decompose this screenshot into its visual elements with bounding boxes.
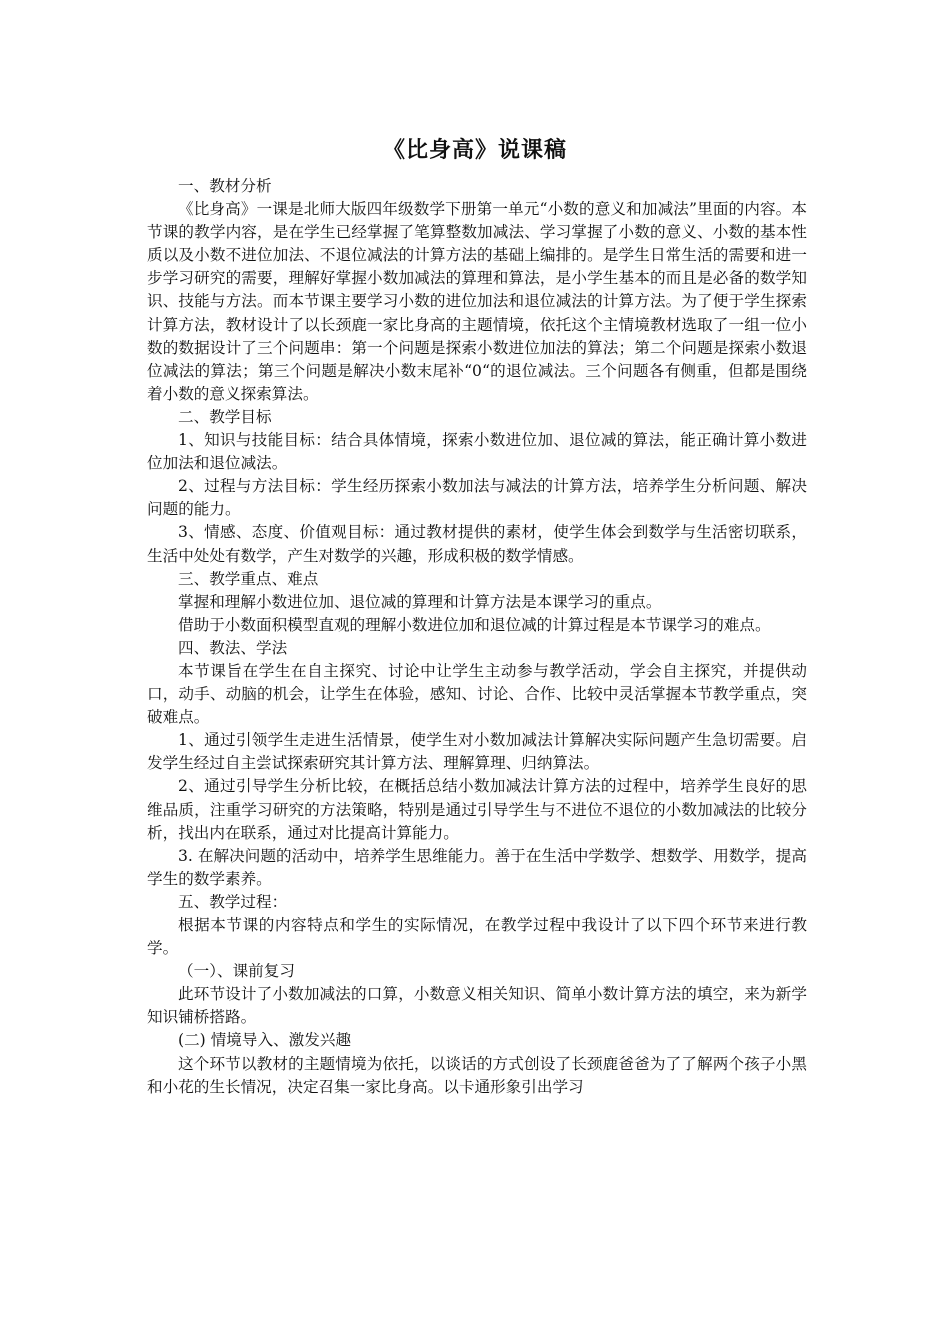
section-heading-3: 三、教学重点、难点 (178, 569, 319, 588)
paragraph: 借助于小数面积模型直观的理解小数进位加和退位减的计算过程是本节课学习的难点。 (178, 615, 771, 634)
subsection-heading-2: (二) 情境导入、激发兴趣 (178, 1031, 352, 1050)
paragraph: 《比身高》一课是北师大版四年级数学下册第一单元“小数的意义和加减法”里面的内容。本节课的教学内容，是在学生已经掌握了笔算整数加减法、学习掌握了小数的意义、小数的基本性质以及小数不进位加法、不退位减法的计算方法的基础上编排的。是学生日常生活的需要和进一步学习研究的需要，理解好掌握小数加减法的算理和算法，是小学生基本的而且是必备的数学知识、技能与方法。而本节课主要学习小数的进位加法和退位减法的计算方法。为了便于学生探索计算方法，教材设计了以长颈鹿一家比身高的主题情境，依托这个主情境教材选取了一组一位小数的数据设计了三个问题串：第一个问题是探索小数进位加法的算法；第二个问题是探索小数退位减法的算法；第三个问题是解决小数末尾补“0“的退位减法。三个问题各有侧重，但都是围绕着小数的意义探索算法。 (147, 200, 807, 403)
paragraph: 本节课旨在学生在自主探究、讨论中让学生主动参与教学活动，学会自主探究，并提供动口，动手、动脑的机会，让学生在体验，感知、讨论、合作、比较中灵活掌握本节教学重点，突破难点。 (147, 661, 807, 727)
section-heading-1: 一、教材分析 (178, 177, 272, 195)
paragraph: 1、知识与技能目标：结合具体情境，探索小数进位加、退位减的算法，能正确计算小数进位加法和退位减法。 (147, 431, 807, 473)
paragraph: 1、通过引领学生走进生活情景，使学生对小数加减法计算解决实际问题产生急切需要。启发学生经过自主尝试探索研究其计算方法、理解算理、归纳算法。 (147, 731, 807, 773)
paragraph: 2、过程与方法目标：学生经历探索小数加法与减法的计算方法，培养学生分析问题、解决问题的能力。 (147, 477, 807, 519)
paragraph: 掌握和理解小数进位加、退位减的算理和计算方法是本课学习的重点。 (178, 592, 662, 611)
paragraph: 此环节设计了小数加减法的口算，小数意义相关知识、简单小数计算方法的填空，来为新学知识铺桥搭路。 (147, 985, 807, 1027)
section-heading-5: 五、教学过程： (178, 892, 288, 911)
section-heading-4: 四、教法、学法 (178, 638, 288, 657)
paragraph: 根据本节课的内容特点和学生的实际情况，在教学过程中我设计了以下四个环节来进行教学。 (147, 916, 807, 958)
subsection-heading-1: （一）、课前复习 (178, 962, 295, 981)
paragraph: 3、情感、态度、价值观目标：通过教材提供的素材，使学生体会到数学与生活密切联系，生活中处处有数学，产生对数学的兴趣，形成积极的数学情感。 (147, 523, 807, 565)
document-title: 《比身高》说课稿 (382, 137, 567, 163)
document-body (147, 175, 807, 1099)
paragraph: 3. 在解决问题的活动中，培养学生思维能力。善于在生活中学数学、想数学、用数学，提高学生的数学素养。 (147, 846, 807, 888)
paragraph: 2、通过引导学生分析比较，在概括总结小数加减法计算方法的过程中，培养学生良好的思维品质，注重学习研究的方法策略，特别是通过引导学生与不进位不退位的小数加减法的比较分析，找出内在联系，通过对比提高计算能力。 (147, 777, 807, 842)
paragraph: 这个环节以教材的主题情境为依托，以谈话的方式创设了长颈鹿爸爸为了了解两个孩子小黑和小花的生长情况，决定召集一家比身高。以卡通形象引出学习 (147, 1054, 807, 1096)
section-heading-2: 二、教学目标 (178, 407, 272, 426)
